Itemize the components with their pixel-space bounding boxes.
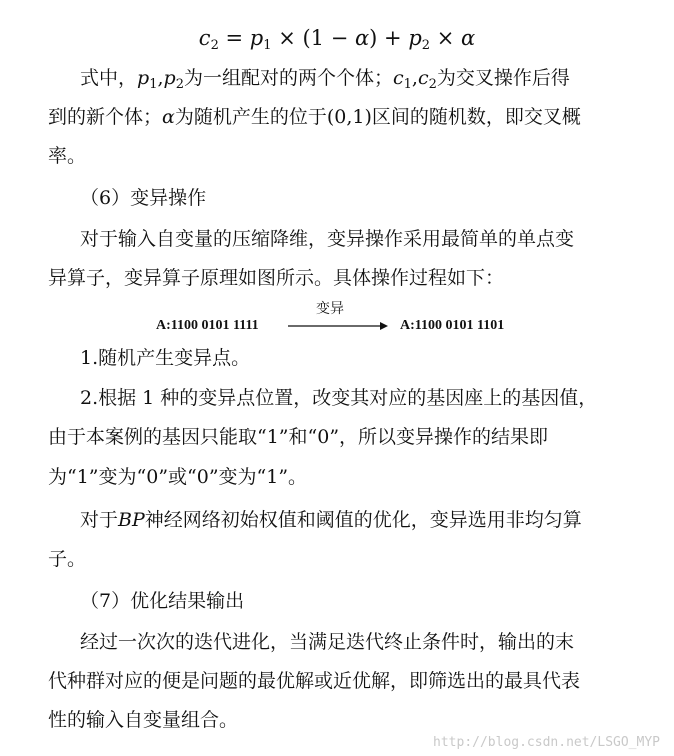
formula-c: c (198, 26, 211, 50)
para1-alpha: α (162, 106, 175, 128)
para1-comma: , (157, 67, 164, 89)
para1-prefix: 式中， (80, 67, 138, 89)
step-2-line1: 2.根据 1 种的变异点位置，改变其对应的基因座上的基因值， (80, 387, 598, 409)
para3-line1 (80, 506, 670, 534)
crossover-formula (0, 24, 674, 60)
section-heading-mutation: （6）变异操作 (80, 187, 207, 209)
formula-p1: p (249, 26, 264, 50)
formula-alpha-2: α (461, 26, 476, 50)
formula-times-one-minus: × (1 − (271, 26, 355, 50)
formula-p1-subscript: 1 (263, 38, 272, 53)
para1-line3: 率。 (48, 145, 87, 167)
formula-alpha-1: α (354, 26, 370, 50)
para1-c2: c (417, 67, 429, 89)
step-2-line2: 由于本案例的基因只能取“1”和“0”，所以变异操作的结果即 (48, 426, 549, 448)
para1-mid: 为一组配对的两个个体； (183, 67, 393, 89)
mutation-before-sequence: A:1100 0101 1111 (156, 318, 259, 333)
mutation-after-sequence: A:1100 0101 1101 (400, 318, 505, 333)
para3-bp: BP (118, 509, 145, 531)
para1-line1 (80, 64, 670, 99)
para3-pre: 对于 (80, 509, 119, 531)
formula-equals: = (218, 26, 250, 50)
step-2-line3: 为“1”变为“0”或“0”变为“1”。 (48, 466, 308, 488)
right-arrow-icon (288, 318, 388, 334)
para4-line1: 经过一次次的迭代进化，当满足迭代终止条件时，输出的末 (80, 631, 575, 653)
para1-p1-sub: 1 (149, 77, 158, 92)
formula-p2: p (408, 26, 422, 50)
formula-close-plus: ) + (369, 26, 409, 50)
para4-line3: 性的输入自变量组合。 (48, 709, 239, 731)
watermark-url: http://blog.csdn.net/LSGO_MYP (433, 735, 660, 750)
para1-c1-sub: 1 (403, 77, 412, 92)
para1-comma2: , (411, 67, 418, 89)
para1-p2-sub: 2 (175, 77, 184, 92)
para4-line2: 代种群对应的便是问题的最优解或近优解，即筛选出的最具代表 (48, 670, 581, 692)
para1-c1: c (392, 67, 404, 89)
mutation-diagram (0, 296, 674, 346)
para1-p1: p (137, 67, 150, 89)
step-1: 1.随机产生变异点。 (80, 347, 251, 369)
section-heading-output: （7）优化结果输出 (80, 590, 245, 612)
para2-line2: 异算子，变异算子原理如图所示。具体操作过程如下： (48, 267, 505, 289)
formula-c-subscript: 2 (210, 38, 219, 53)
para1-line2-pre: 到的新个体； (48, 106, 163, 128)
para3-line2: 子。 (48, 548, 87, 570)
para1-line2-post: 为随机产生的位于(0,1)区间的随机数，即交叉概 (174, 106, 581, 128)
formula-p2-subscript: 2 (421, 38, 431, 53)
formula-times: × (430, 26, 461, 50)
para1-c2-sub: 2 (428, 77, 437, 92)
mutation-arrow-label: 变异 (316, 301, 344, 317)
para1-end: 为交叉操作后得 (436, 67, 570, 89)
para3-post: 神经网络初始权值和阈值的优化，变异选用非均匀算 (144, 509, 582, 531)
para2-line1: 对于输入自变量的压缩降维，变异操作采用最简单的单点变 (80, 228, 575, 250)
para1-p2: p (163, 67, 176, 89)
para1-line2 (48, 103, 638, 131)
